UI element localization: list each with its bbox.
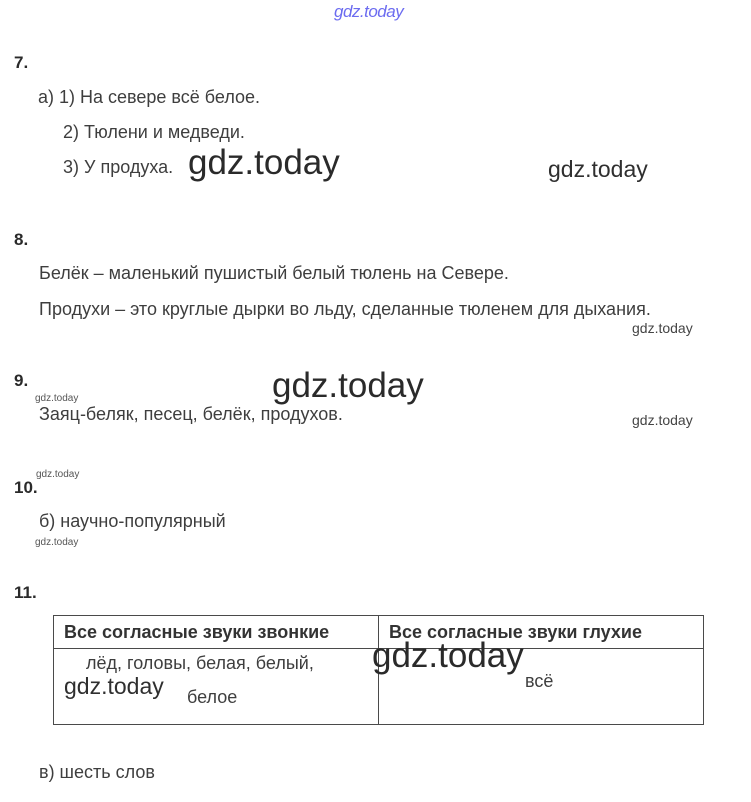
table-header-voiced: Все согласные звуки звонкие — [54, 616, 379, 649]
watermark-top: gdz.today — [334, 2, 404, 21]
watermark-q9-large: gdz.today — [272, 366, 424, 405]
watermark-q8-small: gdz.today — [632, 320, 693, 336]
q7-answer-line-1: а) 1) На севере всё белое. — [38, 87, 261, 107]
watermark-q7-right: gdz.today — [548, 156, 648, 182]
q8-answer-line-2: Продухи – это круглые дырки во льду, сделанные тюленем для дыхания. — [39, 299, 651, 319]
table-cell-voiced — [54, 649, 379, 725]
q7-answer-line-2: 2) Тюлени и медведи. — [63, 122, 245, 142]
voiced-words-line-2: белое — [187, 687, 238, 707]
voiceless-words: всё — [525, 671, 554, 691]
watermark-q10-tiny-a: gdz.today — [36, 469, 80, 480]
q11-answer-line: в) шесть слов — [39, 762, 155, 782]
watermark-q11-table-right: gdz.today — [372, 636, 524, 675]
q10-answer-line: б) научно-популярный — [39, 511, 226, 531]
watermark-q10-tiny-b: gdz.today — [35, 537, 79, 548]
question-11-number: 11. — [14, 583, 37, 602]
question-10-number: 10. — [14, 478, 38, 497]
q7-answer-line-3: 3) У продуха. — [63, 157, 174, 177]
watermark-q9-tiny: gdz.today — [35, 393, 79, 404]
table-header-voiceless: Все согласные звуки глухие — [379, 616, 704, 649]
q9-answer-line: Заяц-беляк, песец, белёк, продухов. — [39, 404, 343, 424]
q8-answer-line-1: Белёк – маленький пушистый белый тюлень на Севере. — [39, 263, 509, 283]
watermark-q9-right: gdz.today — [632, 412, 693, 428]
question-7-number: 7. — [14, 53, 29, 72]
question-8-number: 8. — [14, 230, 29, 249]
watermark-q7-large: gdz.today — [188, 143, 340, 182]
voiced-words-line-1: лёд, головы, белая, белый, — [86, 653, 314, 673]
question-9-number: 9. — [14, 371, 29, 390]
watermark-q11-table-left: gdz.today — [64, 673, 164, 699]
